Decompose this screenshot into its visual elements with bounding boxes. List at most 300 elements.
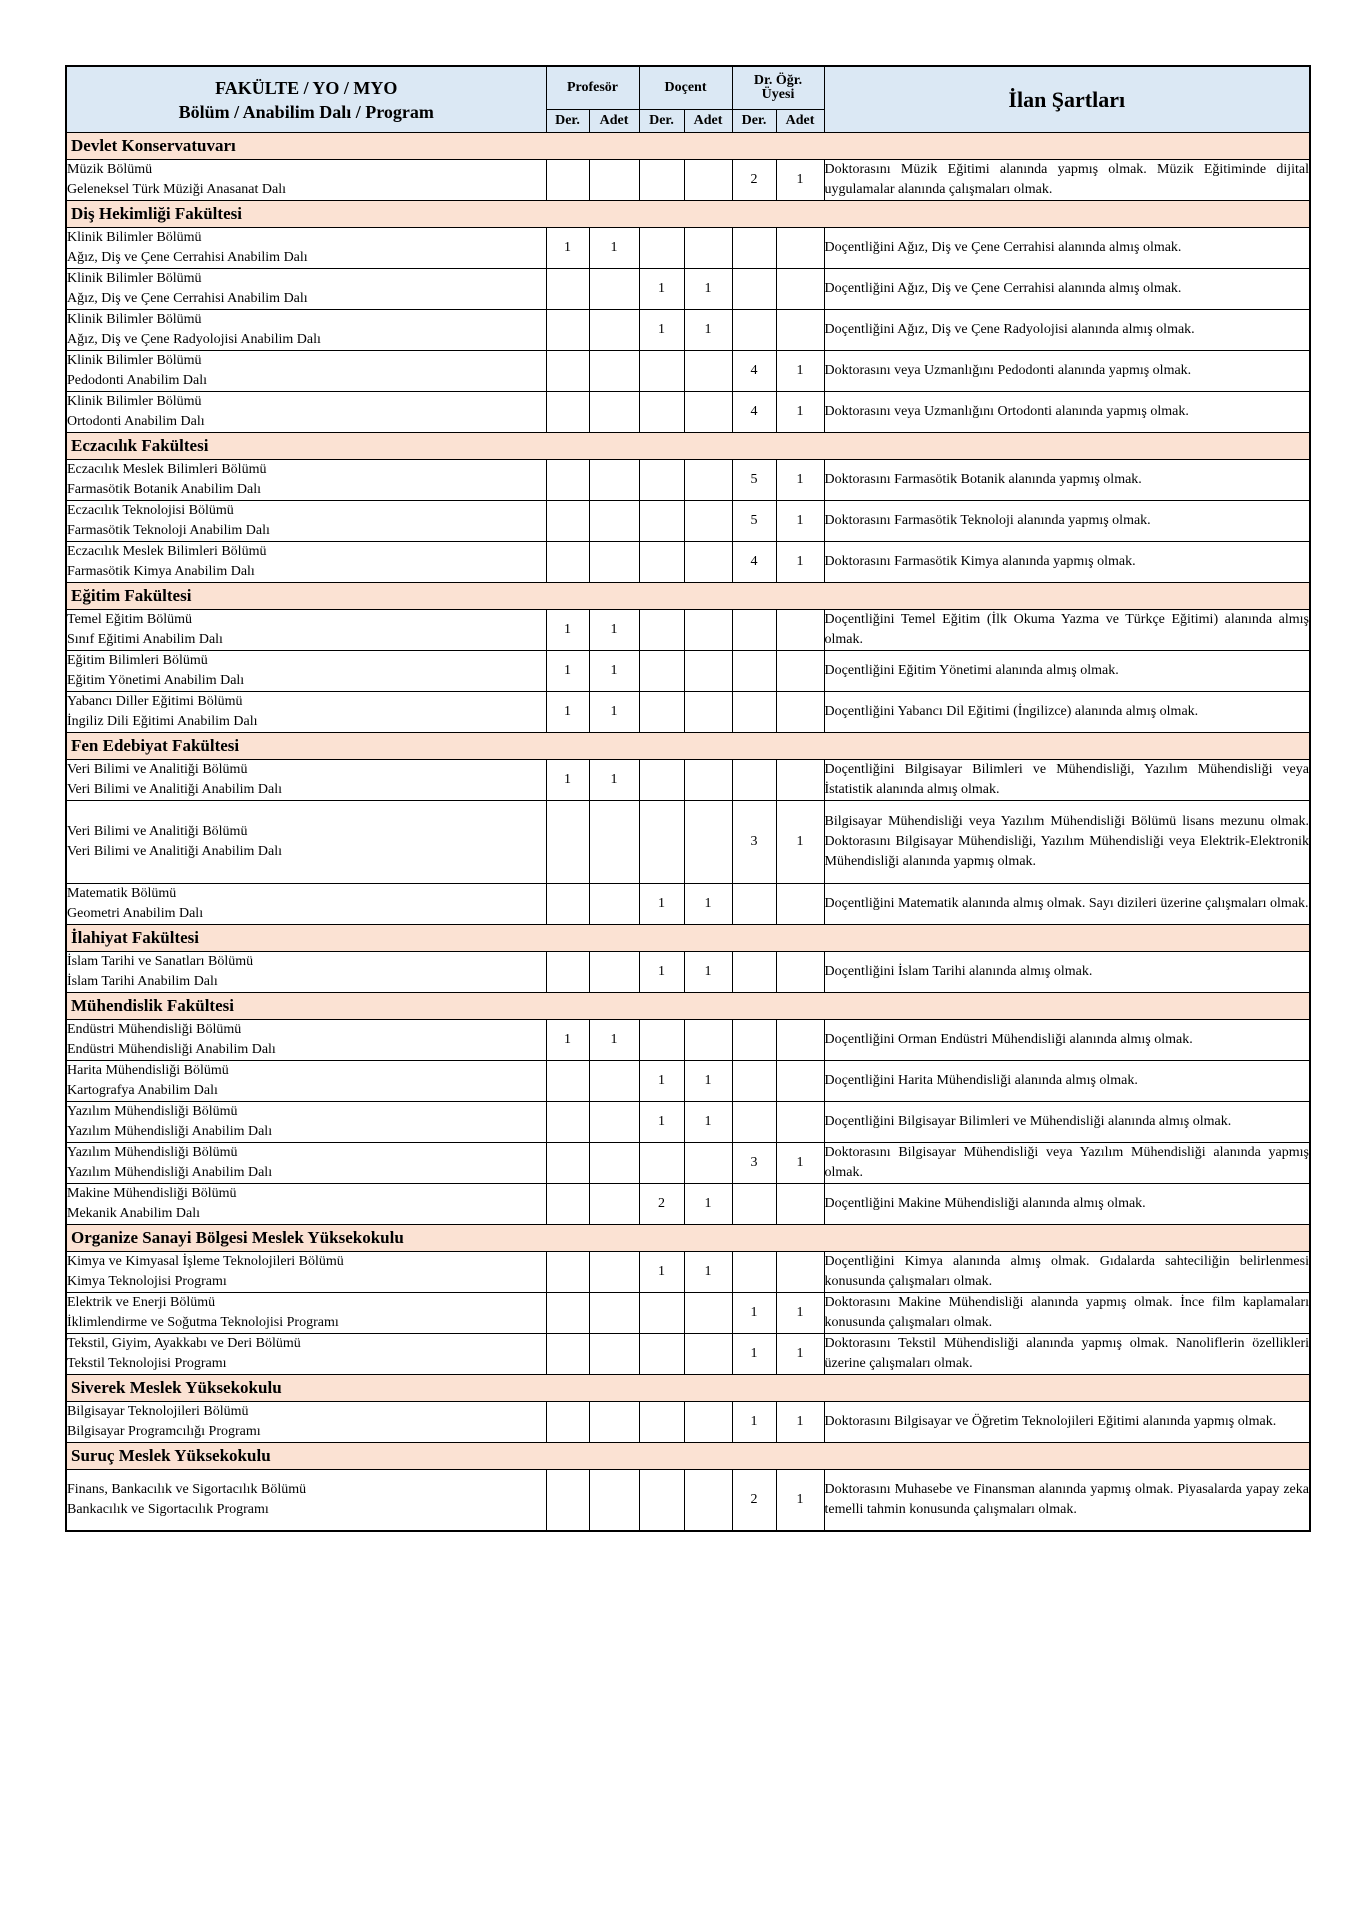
unit-cell <box>66 801 546 884</box>
unit-cell <box>66 1061 546 1102</box>
table-row <box>66 651 1310 692</box>
faculty-column-header <box>66 66 546 133</box>
program-name: Ortodonti Anabilim Dalı <box>67 414 205 429</box>
prof-degree-cell: 1 <box>546 228 589 269</box>
section-title: Siverek Meslek Yüksekokulu <box>66 1375 1310 1402</box>
dr-degree-cell: 5 <box>732 501 776 542</box>
prof-count-cell <box>589 542 639 583</box>
program-name: İklimlendirme ve Soğutma Teknolojisi Programı <box>67 1315 339 1330</box>
table-row <box>66 760 1310 801</box>
dr-count-cell <box>776 310 824 351</box>
prof-degree-cell <box>546 884 589 925</box>
table-row <box>66 392 1310 433</box>
program-name: Geleneksel Türk Müziği Anasanat Dalı <box>67 182 287 197</box>
prof-degree-cell <box>546 1293 589 1334</box>
prof-degree-cell <box>546 1402 589 1443</box>
doc-count-cell <box>684 692 732 733</box>
department-name: Eczacılık Meslek Bilimleri Bölümü <box>67 462 267 477</box>
table-row <box>66 1184 1310 1225</box>
section-title: Eczacılık Fakültesi <box>66 433 1310 460</box>
prof-degree-cell: 1 <box>546 610 589 651</box>
doc-count-cell <box>684 1334 732 1375</box>
table-row <box>66 269 1310 310</box>
prof-count-cell <box>589 952 639 993</box>
program-name: Veri Bilimi ve Analitiği Anabilim Dalı <box>67 844 283 859</box>
prof-count-cell <box>589 269 639 310</box>
condition-cell: Doçentliğini Bilgisayar Bilimleri ve Mühendisliği alanında almış olmak. <box>824 1102 1310 1143</box>
unit-cell <box>66 310 546 351</box>
dr-degree-cell: 1 <box>732 1293 776 1334</box>
doc-count-cell <box>684 1293 732 1334</box>
table-row <box>66 1143 1310 1184</box>
program-name: Yazılım Mühendisliği Anabilim Dalı <box>67 1124 273 1139</box>
doc-count-cell: 1 <box>684 1252 732 1293</box>
dr-count-cell: 1 <box>776 1293 824 1334</box>
prof-count-cell: 1 <box>589 760 639 801</box>
department-name: Eczacılık Meslek Bilimleri Bölümü <box>67 544 267 559</box>
prof-degree-cell <box>546 1470 589 1532</box>
doc-degree-cell: 2 <box>639 1184 684 1225</box>
program-name: Mekanik Anabilim Dalı <box>67 1206 200 1221</box>
condition-cell: Doktorasını Muhasebe ve Finansman alanında yapmış olmak. Piyasalarda yapay zeka temelli tahmin konusunda çalışmaları olmak. <box>824 1470 1310 1532</box>
condition-cell: Doçentliğini Orman Endüstri Mühendisliği alanında almış olmak. <box>824 1020 1310 1061</box>
faculty-header-line1: FAKÜLTE / YO / MYO <box>215 77 398 98</box>
condition-cell: Doçentliğini Temel Eğitim (İlk Okuma Yazma ve Türkçe Eğitimi) alanında almış olmak. <box>824 610 1310 651</box>
conditions-header: İlan Şartları <box>824 66 1310 133</box>
program-name: Bilgisayar Programcılığı Programı <box>67 1424 261 1439</box>
program-name: Farmasötik Teknoloji Anabilim Dalı <box>67 523 270 538</box>
table-row <box>66 310 1310 351</box>
dr-count-cell: 1 <box>776 1334 824 1375</box>
assistant-header-line2: Üyesi <box>761 87 795 102</box>
prof-degree-cell <box>546 1102 589 1143</box>
table-row <box>66 610 1310 651</box>
department-name: Veri Bilimi ve Analitiği Bölümü <box>67 824 248 839</box>
program-name: Endüstri Mühendisliği Anabilim Dalı <box>67 1042 276 1057</box>
dr-count-cell <box>776 651 824 692</box>
section-row <box>66 1375 1310 1402</box>
condition-cell: Doktorasını Bilgisayar Mühendisliği veya Yazılım Mühendisliği alanında yapmış olmak. <box>824 1143 1310 1184</box>
department-name: Endüstri Mühendisliği Bölümü <box>67 1022 242 1037</box>
dr-degree-cell <box>732 884 776 925</box>
dr-count-cell: 1 <box>776 1402 824 1443</box>
department-name: Tekstil, Giyim, Ayakkabı ve Deri Bölümü <box>67 1336 301 1351</box>
prof-count-cell <box>589 501 639 542</box>
dr-degree-cell: 2 <box>732 160 776 201</box>
department-name: İslam Tarihi ve Sanatları Bölümü <box>67 954 254 969</box>
associate-header: Doçent <box>639 66 732 110</box>
unit-cell <box>66 160 546 201</box>
unit-cell <box>66 1470 546 1532</box>
doc-count-cell: 1 <box>684 884 732 925</box>
dr-degree-cell <box>732 610 776 651</box>
prof-degree-cell <box>546 392 589 433</box>
unit-cell <box>66 1402 546 1443</box>
doc-count-cell <box>684 1020 732 1061</box>
prof-count-cell <box>589 1470 639 1532</box>
prof-degree-cell <box>546 542 589 583</box>
prof-count-cell: 1 <box>589 1020 639 1061</box>
prof-degree-cell <box>546 952 589 993</box>
unit-cell <box>66 501 546 542</box>
doc-count-cell: 1 <box>684 1184 732 1225</box>
section-row <box>66 583 1310 610</box>
dr-degree-cell <box>732 692 776 733</box>
doc-count-cell: 1 <box>684 310 732 351</box>
doc-degree-cell: 1 <box>639 269 684 310</box>
section-row <box>66 1443 1310 1470</box>
prof-degree-cell <box>546 1334 589 1375</box>
department-name: Makine Mühendisliği Bölümü <box>67 1186 237 1201</box>
dr-count-cell: 1 <box>776 460 824 501</box>
condition-cell: Doktorasını Farmasötik Kimya alanında yapmış olmak. <box>824 542 1310 583</box>
dr-count-cell: 1 <box>776 1143 824 1184</box>
doc-degree-cell <box>639 1334 684 1375</box>
dr-count-cell <box>776 692 824 733</box>
unit-cell <box>66 351 546 392</box>
dr-degree-cell: 3 <box>732 1143 776 1184</box>
unit-cell <box>66 610 546 651</box>
dr-count-cell <box>776 1020 824 1061</box>
dr-count-cell: 1 <box>776 501 824 542</box>
program-name: Veri Bilimi ve Analitiği Anabilim Dalı <box>67 782 283 797</box>
prof-degree-cell <box>546 1252 589 1293</box>
condition-cell: Doçentliğini Harita Mühendisliği alanında almış olmak. <box>824 1061 1310 1102</box>
section-title: Fen Edebiyat Fakültesi <box>66 733 1310 760</box>
dr-degree-cell <box>732 760 776 801</box>
prof-degree-cell <box>546 160 589 201</box>
department-name: Eczacılık Teknolojisi Bölümü <box>67 503 234 518</box>
prof-count-cell <box>589 1184 639 1225</box>
unit-cell <box>66 1143 546 1184</box>
table-row <box>66 228 1310 269</box>
prof-degree-cell: 1 <box>546 760 589 801</box>
table-row <box>66 1470 1310 1532</box>
doc-degree-cell: 1 <box>639 310 684 351</box>
dr-count-cell <box>776 1184 824 1225</box>
doc-count-cell <box>684 460 732 501</box>
condition-cell: Doçentliğini Yabancı Dil Eğitimi (İngilizce) alanında almış olmak. <box>824 692 1310 733</box>
prof-count-cell: 1 <box>589 610 639 651</box>
program-name: Yazılım Mühendisliği Anabilim Dalı <box>67 1165 273 1180</box>
doc-count-cell: 1 <box>684 1102 732 1143</box>
department-name: Temel Eğitim Bölümü <box>67 612 193 627</box>
doc-count-cell <box>684 610 732 651</box>
table-row <box>66 1293 1310 1334</box>
doc-degree-cell <box>639 801 684 884</box>
doc-count-cell <box>684 1470 732 1532</box>
condition-cell: Doktorasını Makine Mühendisliği alanında yapmış olmak. İnce film kaplamaları konusunda çalışmaları olmak. <box>824 1293 1310 1334</box>
condition-cell: Doçentliğini Eğitim Yönetimi alanında almış olmak. <box>824 651 1310 692</box>
prof-count-cell <box>589 392 639 433</box>
prof-degree-cell <box>546 501 589 542</box>
department-name: Finans, Bankacılık ve Sigortacılık Bölümü <box>67 1482 307 1497</box>
section-row <box>66 993 1310 1020</box>
department-name: Matematik Bölümü <box>67 886 177 901</box>
dr-count-cell <box>776 1102 824 1143</box>
dr-count-cell <box>776 884 824 925</box>
table-row <box>66 1020 1310 1061</box>
condition-cell: Doktorasını Müzik Eğitimi alanında yapmış olmak. Müzik Eğitiminde dijital uygulamalar alanında çalışmaları olmak. <box>824 160 1310 201</box>
doc-degree-cell <box>639 1470 684 1532</box>
doc-count-cell <box>684 651 732 692</box>
prof-degree-cell <box>546 269 589 310</box>
dr-count-cell <box>776 760 824 801</box>
condition-cell: Doktorasını Farmasötik Teknoloji alanında yapmış olmak. <box>824 501 1310 542</box>
doc-degree-cell <box>639 610 684 651</box>
department-name: Kimya ve Kimyasal İşleme Teknolojileri Bölümü <box>67 1254 344 1269</box>
dr-degree-cell <box>732 651 776 692</box>
program-name: Ağız, Diş ve Çene Radyolojisi Anabilim Dalı <box>67 332 321 347</box>
prof-count-cell <box>589 1102 639 1143</box>
dr-degree-cell <box>732 269 776 310</box>
doc-degree-cell <box>639 501 684 542</box>
dr-degree-header: Der. <box>732 110 776 133</box>
doc-degree-cell <box>639 1143 684 1184</box>
doc-degree-cell <box>639 760 684 801</box>
condition-cell: Doçentliğini Ağız, Diş ve Çene Cerrahisi alanında almış olmak. <box>824 228 1310 269</box>
program-name: Farmasötik Botanik Anabilim Dalı <box>67 482 262 497</box>
department-name: Veri Bilimi ve Analitiği Bölümü <box>67 762 248 777</box>
program-name: Kartografya Anabilim Dalı <box>67 1083 218 1098</box>
doc-degree-cell <box>639 1020 684 1061</box>
dr-count-cell: 1 <box>776 1470 824 1532</box>
program-name: Farmasötik Kimya Anabilim Dalı <box>67 564 255 579</box>
table-row <box>66 1402 1310 1443</box>
department-name: Yazılım Mühendisliği Bölümü <box>67 1104 238 1119</box>
prof-degree-cell <box>546 1143 589 1184</box>
condition-cell: Doçentliğini Makine Mühendisliği alanında almış olmak. <box>824 1184 1310 1225</box>
section-title: Suruç Meslek Yüksekokulu <box>66 1443 1310 1470</box>
prof-degree-cell <box>546 801 589 884</box>
doc-degree-cell: 1 <box>639 1252 684 1293</box>
unit-cell <box>66 651 546 692</box>
unit-cell <box>66 1293 546 1334</box>
doc-count-header: Adet <box>684 110 732 133</box>
dr-count-cell: 1 <box>776 542 824 583</box>
unit-cell <box>66 692 546 733</box>
unit-cell <box>66 760 546 801</box>
dr-count-cell <box>776 1061 824 1102</box>
condition-cell: Doçentliğini Ağız, Diş ve Çene Cerrahisi alanında almış olmak. <box>824 269 1310 310</box>
doc-degree-cell: 1 <box>639 1102 684 1143</box>
assistant-header-line1: Dr. Öğr. <box>753 73 803 88</box>
program-name: Ağız, Diş ve Çene Cerrahisi Anabilim Dalı <box>67 250 308 265</box>
program-name: İslam Tarihi Anabilim Dalı <box>67 974 218 989</box>
dr-degree-cell: 3 <box>732 801 776 884</box>
dr-degree-cell <box>732 1252 776 1293</box>
dr-degree-cell <box>732 1184 776 1225</box>
condition-cell: Doktorasını Bilgisayar ve Öğretim Teknolojileri Eğitimi alanında yapmış olmak. <box>824 1402 1310 1443</box>
prof-count-cell <box>589 310 639 351</box>
prof-count-cell <box>589 351 639 392</box>
condition-cell: Doçentliğini Bilgisayar Bilimleri ve Mühendisliği, Yazılım Mühendisliği veya İstatistik alanında almış olmak. <box>824 760 1310 801</box>
section-row <box>66 925 1310 952</box>
prof-degree-cell: 1 <box>546 1020 589 1061</box>
doc-count-cell: 1 <box>684 1061 732 1102</box>
prof-degree-cell: 1 <box>546 692 589 733</box>
unit-cell <box>66 884 546 925</box>
doc-count-cell <box>684 801 732 884</box>
prof-count-cell <box>589 884 639 925</box>
department-name: Klinik Bilimler Bölümü <box>67 394 202 409</box>
doc-count-cell <box>684 760 732 801</box>
dr-degree-cell <box>732 310 776 351</box>
program-name: Bankacılık ve Sigortacılık Programı <box>67 1502 269 1517</box>
doc-count-cell <box>684 1143 732 1184</box>
prof-count-cell <box>589 1143 639 1184</box>
doc-count-cell <box>684 228 732 269</box>
table-body <box>66 133 1310 1532</box>
doc-degree-cell: 1 <box>639 952 684 993</box>
program-name: Geometri Anabilim Dalı <box>67 906 204 921</box>
dr-count-cell: 1 <box>776 801 824 884</box>
dr-degree-cell: 2 <box>732 1470 776 1532</box>
doc-degree-cell <box>639 692 684 733</box>
table-row <box>66 884 1310 925</box>
doc-degree-cell <box>639 651 684 692</box>
department-name: Yazılım Mühendisliği Bölümü <box>67 1145 238 1160</box>
table-row <box>66 692 1310 733</box>
doc-count-cell <box>684 542 732 583</box>
table-row <box>66 1252 1310 1293</box>
prof-degree-header: Der. <box>546 110 589 133</box>
doc-count-cell <box>684 1402 732 1443</box>
table-row <box>66 1102 1310 1143</box>
department-name: Eğitim Bilimleri Bölümü <box>67 653 208 668</box>
doc-degree-cell: 1 <box>639 1061 684 1102</box>
section-title: Devlet Konservatuvarı <box>66 133 1310 160</box>
unit-cell <box>66 1252 546 1293</box>
dr-count-cell: 1 <box>776 392 824 433</box>
prof-count-cell <box>589 1061 639 1102</box>
dr-count-cell <box>776 610 824 651</box>
doc-count-cell <box>684 160 732 201</box>
table-row <box>66 501 1310 542</box>
prof-count-cell <box>589 1293 639 1334</box>
prof-count-cell: 1 <box>589 692 639 733</box>
dr-degree-cell: 1 <box>732 1402 776 1443</box>
department-name: Bilgisayar Teknolojileri Bölümü <box>67 1404 249 1419</box>
program-name: Ağız, Diş ve Çene Cerrahisi Anabilim Dalı <box>67 291 308 306</box>
section-title: Organize Sanayi Bölgesi Meslek Yüksekokulu <box>66 1225 1310 1252</box>
unit-cell <box>66 269 546 310</box>
prof-count-cell <box>589 460 639 501</box>
prof-count-cell: 1 <box>589 651 639 692</box>
section-row <box>66 733 1310 760</box>
table-row <box>66 1334 1310 1375</box>
dr-degree-cell <box>732 228 776 269</box>
dr-count-cell <box>776 228 824 269</box>
section-row <box>66 133 1310 160</box>
prof-degree-cell <box>546 310 589 351</box>
section-row <box>66 1225 1310 1252</box>
prof-count-cell <box>589 801 639 884</box>
dr-count-cell <box>776 1252 824 1293</box>
unit-cell <box>66 460 546 501</box>
department-name: Klinik Bilimler Bölümü <box>67 353 202 368</box>
dr-degree-cell <box>732 952 776 993</box>
doc-count-cell: 1 <box>684 269 732 310</box>
prof-count-cell <box>589 1252 639 1293</box>
dr-count-cell <box>776 269 824 310</box>
doc-degree-cell <box>639 228 684 269</box>
doc-degree-cell <box>639 1402 684 1443</box>
department-name: Müzik Bölümü <box>67 162 153 177</box>
condition-cell: Doktorasını veya Uzmanlığını Ortodonti alanında yapmış olmak. <box>824 392 1310 433</box>
dr-count-cell <box>776 952 824 993</box>
doc-degree-cell: 1 <box>639 884 684 925</box>
dr-degree-cell <box>732 1102 776 1143</box>
condition-cell: Doçentliğini Kimya alanında almış olmak. Gıdalarda sahteciliğin belirlenmesi konusunda çalışmaları olmak. <box>824 1252 1310 1293</box>
positions-table <box>65 65 1311 1532</box>
program-name: Eğitim Yönetimi Anabilim Dalı <box>67 673 245 688</box>
prof-count-cell <box>589 160 639 201</box>
doc-degree-cell <box>639 160 684 201</box>
section-row <box>66 201 1310 228</box>
dr-degree-cell <box>732 1061 776 1102</box>
dr-count-cell: 1 <box>776 351 824 392</box>
dr-count-cell: 1 <box>776 160 824 201</box>
doc-degree-header: Der. <box>639 110 684 133</box>
unit-cell <box>66 1102 546 1143</box>
doc-count-cell <box>684 501 732 542</box>
table-row <box>66 1061 1310 1102</box>
unit-cell <box>66 952 546 993</box>
prof-count-cell: 1 <box>589 228 639 269</box>
doc-count-cell: 1 <box>684 952 732 993</box>
dr-degree-cell: 1 <box>732 1334 776 1375</box>
condition-cell: Doktorasını veya Uzmanlığını Pedodonti alanında yapmış olmak. <box>824 351 1310 392</box>
program-name: Sınıf Eğitimi Anabilim Dalı <box>67 632 223 647</box>
condition-cell: Doçentliğini İslam Tarihi alanında almış olmak. <box>824 952 1310 993</box>
unit-cell <box>66 1334 546 1375</box>
doc-degree-cell <box>639 460 684 501</box>
department-name: Klinik Bilimler Bölümü <box>67 271 202 286</box>
faculty-header-line2: Bölüm / Anabilim Dalı / Program <box>178 101 434 122</box>
condition-cell: Doktorasını Farmasötik Botanik alanında yapmış olmak. <box>824 460 1310 501</box>
unit-cell <box>66 1184 546 1225</box>
doc-degree-cell <box>639 351 684 392</box>
department-name: Klinik Bilimler Bölümü <box>67 312 202 327</box>
dr-degree-cell: 4 <box>732 351 776 392</box>
condition-cell: Doktorasını Tekstil Mühendisliği alanında yapmış olmak. Nanoliflerin özellikleri üzerine çalışmaları olmak. <box>824 1334 1310 1375</box>
unit-cell <box>66 542 546 583</box>
section-title: İlahiyat Fakültesi <box>66 925 1310 952</box>
section-row <box>66 433 1310 460</box>
prof-degree-cell <box>546 1184 589 1225</box>
unit-cell <box>66 228 546 269</box>
program-name: Kimya Teknolojisi Programı <box>67 1274 227 1289</box>
department-name: Yabancı Diller Eğitimi Bölümü <box>67 694 243 709</box>
prof-degree-cell: 1 <box>546 651 589 692</box>
prof-degree-cell <box>546 1061 589 1102</box>
table-row <box>66 460 1310 501</box>
table-row <box>66 160 1310 201</box>
dr-degree-cell: 5 <box>732 460 776 501</box>
dr-count-header: Adet <box>776 110 824 133</box>
unit-cell <box>66 1020 546 1061</box>
table-row <box>66 801 1310 884</box>
section-title: Diş Hekimliği Fakültesi <box>66 201 1310 228</box>
section-title: Mühendislik Fakültesi <box>66 993 1310 1020</box>
program-name: Pedodonti Anabilim Dalı <box>67 373 207 388</box>
program-name: Tekstil Teknolojisi Programı <box>67 1356 227 1371</box>
doc-count-cell <box>684 392 732 433</box>
table-row <box>66 351 1310 392</box>
department-name: Harita Mühendisliği Bölümü <box>67 1063 229 1078</box>
prof-degree-cell <box>546 460 589 501</box>
